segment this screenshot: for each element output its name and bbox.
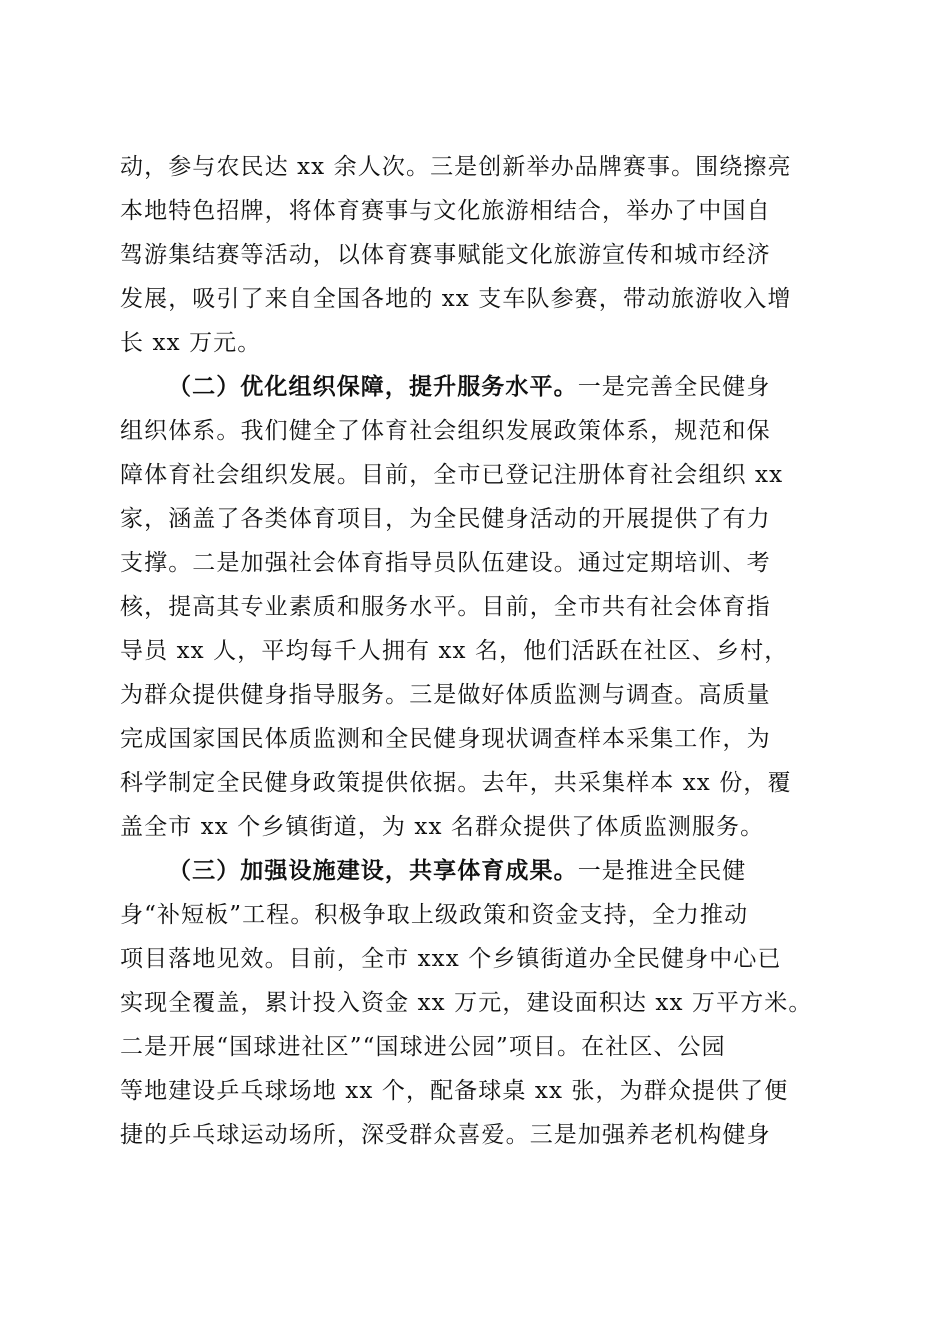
section-heading: （二）优化组织保障，提升服务水平。 <box>168 373 578 400</box>
text-line: 家，涵盖了各类体育项目，为全民健身活动的开展提供了有力 <box>120 506 771 532</box>
text-line: 组织体系。我们健全了体育社会组织发展政策体系，规范和保 <box>120 418 771 444</box>
text-line: 实现全覆盖，累计投入资金 xx 万元，建设面积达 xx 万平方米。 <box>120 990 813 1016</box>
text-line: 障体育社会组织发展。目前，全市已登记注册体育社会组织 xx <box>120 462 784 488</box>
text-line: 身“补短板”工程。积极争取上级政策和资金支持，全力推动 <box>120 902 749 928</box>
section-heading: （三）加强设施建设，共享体育成果。 <box>168 857 578 884</box>
document-body <box>120 145 832 1157</box>
text-line: 动，参与农民达 xx 余人次。三是创新举办品牌赛事。围绕擦亮 <box>120 154 792 180</box>
text-line: 盖全市 xx 个乡镇街道，为 xx 名群众提供了体质监测服务。 <box>120 814 765 840</box>
text-line: 本地特色招牌，将体育赛事与文化旅游相结合，举办了中国自 <box>120 198 771 224</box>
text-line: 核，提高其专业素质和服务水平。目前，全市共有社会体育指 <box>120 594 771 620</box>
text-line: 长 xx 万元。 <box>120 330 262 356</box>
text-line: 二是开展“国球进社区”“国球进公园”项目。在社区、公园 <box>120 1034 726 1060</box>
section-heading-line <box>120 365 832 409</box>
text-line: 等地建设乒乓球场地 xx 个，配备球桌 xx 张，为群众提供了便 <box>120 1078 789 1104</box>
text-line: 驾游集结赛等活动，以体育赛事赋能文化旅游宣传和城市经济 <box>120 242 771 268</box>
section-heading-line <box>120 849 832 893</box>
text-line: 一是推进全民健 <box>577 858 747 884</box>
text-line: 支撑。二是加强社会体育指导员队伍建设。通过定期培训、考 <box>120 550 771 576</box>
text-line: 科学制定全民健身政策提供依据。去年，共采集样本 xx 份，覆 <box>120 770 792 796</box>
text-line: 一是完善全民健身 <box>577 374 771 400</box>
text-line: 导员 xx 人，平均每千人拥有 xx 名，他们活跃在社区、乡村， <box>120 638 789 664</box>
text-line: 发展，吸引了来自全国各地的 xx 支车队参赛，带动旅游收入增 <box>120 286 792 312</box>
text-line: 捷的乒乓球运动场所，深受群众喜爱。三是加强养老机构健身 <box>120 1122 771 1148</box>
text-line: 项目落地见效。目前，全市 xxx 个乡镇街道办全民健身中心已 <box>120 946 782 972</box>
text-line: 为群众提供健身指导服务。三是做好体质监测与调查。高质量 <box>120 682 771 708</box>
text-line: 完成国家国民体质监测和全民健身现状调查样本采集工作，为 <box>120 726 771 752</box>
